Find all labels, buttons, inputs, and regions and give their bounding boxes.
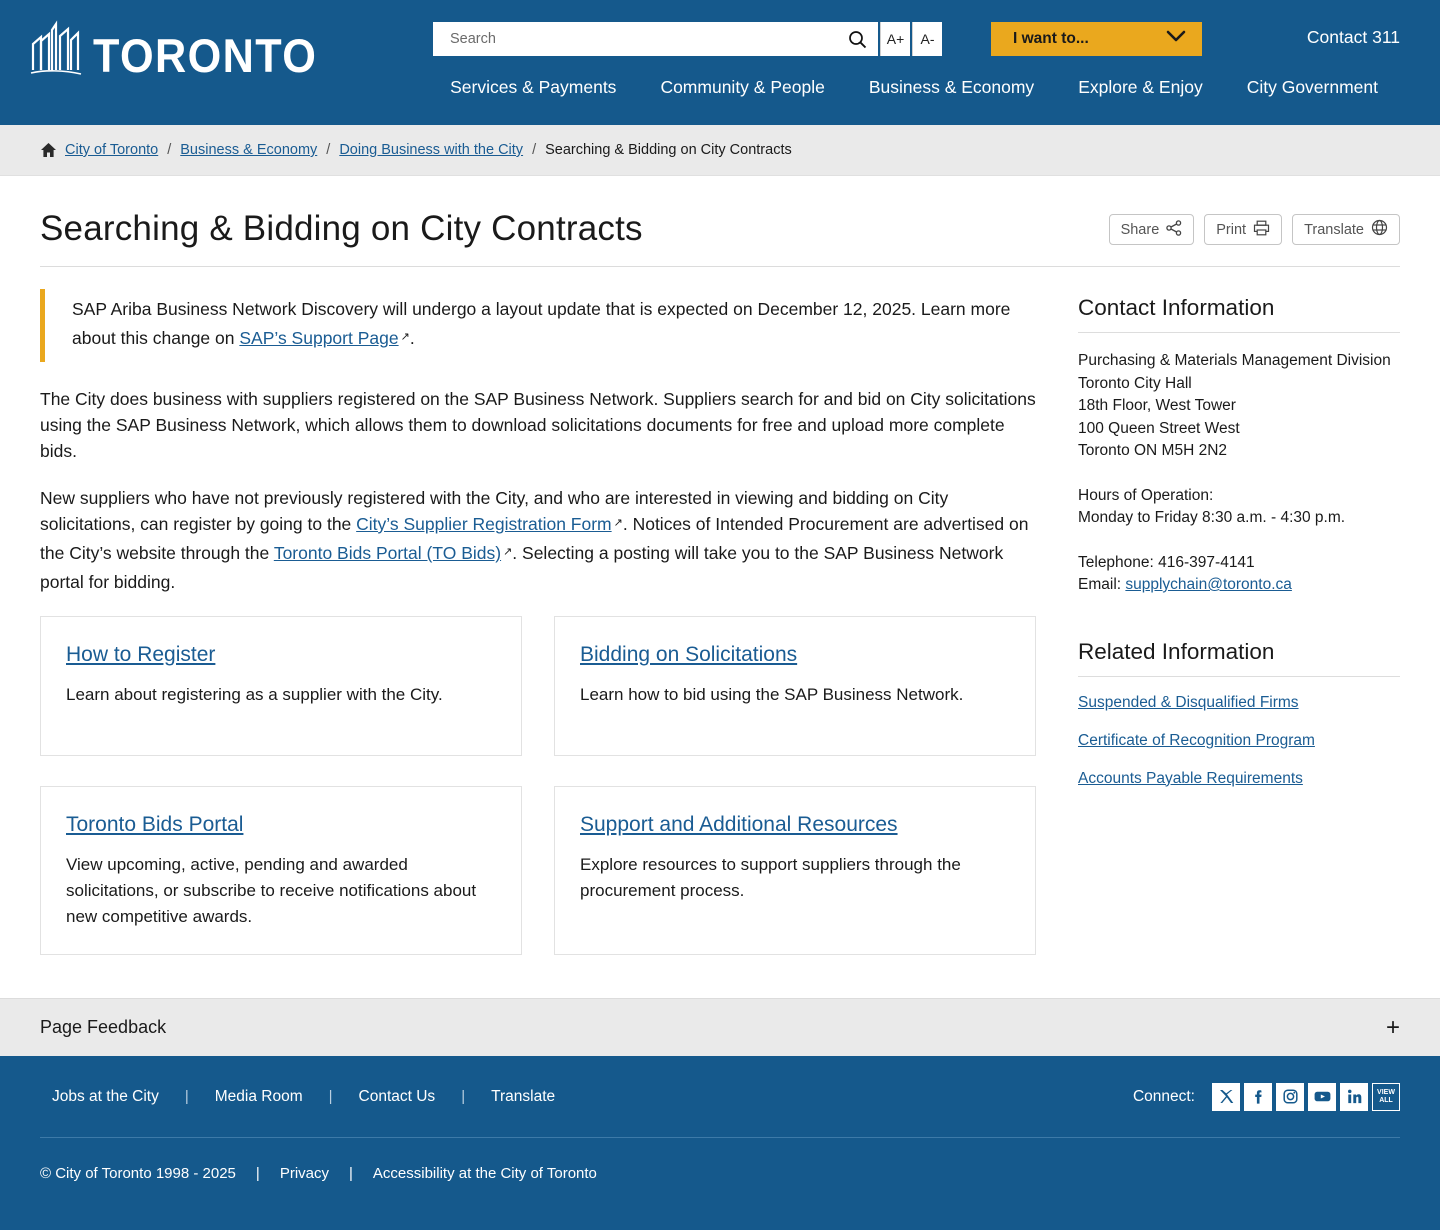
breadcrumb-item-doing-business[interactable]: Doing Business with the City bbox=[339, 142, 524, 158]
site-header bbox=[0, 0, 1440, 125]
para2-part3: . Selecting a posting will take you to the SAP Business Network portal for bidding. bbox=[40, 543, 1004, 592]
copyright-text: © City of Toronto 1998 - 2025 bbox=[40, 1164, 236, 1182]
content-grid bbox=[40, 267, 1400, 955]
telephone: Telephone: 416-397-4141 bbox=[1078, 553, 1255, 571]
translate-label: Translate bbox=[1304, 221, 1364, 238]
linkedin-icon[interactable] bbox=[1340, 1083, 1368, 1111]
notice-text-after: . bbox=[409, 328, 415, 348]
card-description: Explore resources to support suppliers through the procurement process. bbox=[580, 855, 961, 900]
card-title-link[interactable]: Toronto Bids Portal bbox=[66, 813, 244, 836]
page-title-row bbox=[40, 176, 1400, 249]
x-twitter-icon[interactable] bbox=[1212, 1083, 1240, 1111]
card-description: Learn how to bid using the SAP Business Network. bbox=[580, 685, 964, 704]
connect-label: Connect: bbox=[1132, 1087, 1195, 1105]
instagram-icon[interactable] bbox=[1276, 1083, 1304, 1111]
intro-paragraph-2 bbox=[40, 485, 1040, 595]
related-link-suspended-disqualified-firms[interactable]: Suspended & Disqualified Firms bbox=[1078, 693, 1299, 711]
external-link-icon: ↗︎ bbox=[613, 517, 623, 529]
card-how-to-register[interactable] bbox=[40, 616, 522, 756]
breadcrumb-separator: / bbox=[326, 142, 331, 158]
breadcrumb-separator: / bbox=[532, 142, 537, 158]
breadcrumb-separator: / bbox=[167, 142, 172, 158]
page-title: Searching & Bidding on City Contracts bbox=[40, 209, 643, 248]
breadcrumb bbox=[0, 125, 1440, 176]
page-feedback-accordion[interactable] bbox=[0, 998, 1440, 1056]
footer-separator: | bbox=[255, 1164, 260, 1182]
nav-item-business-economy[interactable]: Business & Economy bbox=[868, 77, 1035, 97]
nav-item-explore-enjoy[interactable]: Explore & Enjoy bbox=[1078, 77, 1203, 97]
notice-text-before: SAP Ariba Business Network Discovery will undergo a layout update that is expected on December 12, 2025. Learn more about this change on bbox=[72, 299, 1011, 348]
search-area bbox=[433, 22, 942, 56]
connect-area bbox=[1133, 1083, 1400, 1111]
card-title-link[interactable]: Bidding on Solicitations bbox=[580, 643, 798, 666]
card-title-link[interactable]: How to Register bbox=[66, 643, 216, 666]
share-label: Share bbox=[1120, 221, 1160, 238]
spacer bbox=[1078, 530, 1400, 552]
page-body bbox=[0, 176, 1440, 955]
toronto-skyline-logo-icon bbox=[30, 20, 83, 82]
home-icon bbox=[40, 142, 57, 158]
contact-telephone-email bbox=[1078, 552, 1400, 597]
footer-separator: | bbox=[349, 1164, 353, 1182]
related-link-accounts-payable[interactable]: Accounts Payable Requirements bbox=[1078, 769, 1303, 787]
view-all-social-link[interactable] bbox=[1372, 1083, 1400, 1111]
external-link-icon: ↗︎ bbox=[400, 331, 410, 343]
related-information-heading: Related Information bbox=[1078, 638, 1275, 664]
card-support-additional-resources[interactable] bbox=[554, 786, 1036, 955]
view-all-line2: ALL bbox=[1379, 1096, 1393, 1104]
toronto-bids-portal-link[interactable]: Toronto Bids Portal (TO Bids) bbox=[273, 543, 502, 563]
footer-link-jobs[interactable]: Jobs at the City bbox=[52, 1087, 159, 1105]
nav-item-community-people[interactable]: Community & People bbox=[660, 77, 825, 97]
notice-text bbox=[72, 295, 1040, 356]
related-links-list bbox=[1078, 694, 1400, 788]
contact-address bbox=[1078, 350, 1400, 463]
footer-link-media-room[interactable]: Media Room bbox=[214, 1087, 303, 1105]
toronto-logo[interactable] bbox=[30, 20, 337, 82]
chevron-down-icon bbox=[1166, 30, 1186, 48]
hours-label: Hours of Operation: bbox=[1078, 486, 1214, 504]
footer-bottom-row bbox=[40, 1138, 1400, 1208]
breadcrumb-item-city-of-toronto[interactable]: City of Toronto bbox=[65, 142, 159, 158]
footer-link-accessibility[interactable]: Accessibility at the City of Toronto bbox=[372, 1164, 597, 1182]
card-title-link[interactable]: Support and Additional Resources bbox=[580, 813, 898, 836]
address-line: Toronto City Hall bbox=[1078, 374, 1192, 392]
supplier-registration-form-link[interactable]: City’s Supplier Registration Form bbox=[356, 514, 612, 534]
footer-link-translate[interactable]: Translate bbox=[491, 1087, 556, 1105]
search-box[interactable] bbox=[433, 22, 878, 56]
nav-item-services-payments[interactable]: Services & Payments bbox=[450, 77, 617, 97]
footer-link-contact-us[interactable]: Contact Us bbox=[358, 1087, 436, 1105]
external-link-icon: ↗︎ bbox=[503, 546, 513, 558]
contact-311-link[interactable]: Contact 311 bbox=[1306, 27, 1400, 47]
nav-item-city-government[interactable]: City Government bbox=[1246, 77, 1378, 97]
email-label: Email: bbox=[1078, 576, 1126, 593]
footer-link-privacy[interactable]: Privacy bbox=[279, 1164, 329, 1182]
spacer bbox=[1078, 463, 1400, 485]
footer-links bbox=[40, 1088, 581, 1106]
spacer bbox=[1078, 597, 1400, 639]
address-line: Toronto ON M5H 2N2 bbox=[1078, 442, 1228, 459]
contact-information-heading: Contact Information bbox=[1078, 295, 1275, 320]
card-description: View upcoming, active, pending and awarded solicitations, or subscribe to receive notifications about new competitive awards. bbox=[66, 855, 477, 926]
search-icon[interactable] bbox=[843, 25, 871, 53]
sidebar-divider bbox=[1078, 332, 1400, 333]
breadcrumb-item-current: Searching & Bidding on City Contracts bbox=[545, 142, 792, 158]
address-line: 18th Floor, West Tower bbox=[1078, 397, 1236, 414]
address-line: Purchasing & Materials Management Division bbox=[1078, 352, 1391, 369]
translate-button[interactable] bbox=[1292, 214, 1400, 245]
page-feedback-label: Page Feedback bbox=[40, 1017, 167, 1037]
email-row bbox=[1078, 574, 1400, 597]
social-links bbox=[1212, 1083, 1400, 1111]
share-icon bbox=[1166, 220, 1182, 240]
toronto-logo-text: TORONTO bbox=[93, 29, 318, 82]
increase-text-size-button[interactable]: A+ bbox=[880, 22, 910, 56]
intro-paragraph-1: The City does business with suppliers registered on the SAP Business Network. Suppliers search for and bid on City solicitations using the SAP Business Network, which allows them to download solicitations documents for free and upload more complete bids. bbox=[40, 389, 1036, 461]
site-footer bbox=[0, 1056, 1440, 1230]
sidebar-divider bbox=[1078, 676, 1400, 677]
notice-alert bbox=[40, 289, 1040, 362]
facebook-icon[interactable] bbox=[1244, 1083, 1272, 1111]
card-toronto-bids-portal[interactable] bbox=[40, 786, 522, 955]
share-button[interactable] bbox=[1109, 214, 1195, 245]
youtube-icon[interactable] bbox=[1308, 1083, 1336, 1111]
footer-separator: | bbox=[328, 1088, 333, 1105]
contact-hours bbox=[1078, 485, 1400, 530]
card-grid bbox=[40, 616, 1040, 955]
main-navigation bbox=[0, 74, 1440, 100]
breadcrumb-item-business-economy[interactable]: Business & Economy bbox=[180, 142, 318, 158]
printer-icon bbox=[1253, 220, 1270, 240]
view-all-line1: VIEW bbox=[1377, 1088, 1395, 1096]
print-label: Print bbox=[1216, 221, 1247, 238]
plus-icon[interactable]: + bbox=[1385, 1013, 1400, 1041]
main-column bbox=[40, 289, 1040, 955]
card-description: Learn about registering as a supplier with the City. bbox=[66, 685, 443, 704]
sap-support-page-link[interactable]: SAP’s Support Page bbox=[239, 328, 399, 348]
i-want-to-button[interactable] bbox=[991, 22, 1202, 56]
card-bidding-on-solicitations[interactable] bbox=[554, 616, 1036, 756]
footer-top-row bbox=[40, 1056, 1400, 1137]
globe-icon bbox=[1371, 219, 1388, 240]
sidebar bbox=[1078, 289, 1400, 955]
related-link-certificate-of-recognition[interactable]: Certificate of Recognition Program bbox=[1078, 731, 1315, 749]
search-input[interactable] bbox=[448, 30, 843, 48]
footer-separator: | bbox=[461, 1088, 466, 1105]
decrease-text-size-button[interactable]: A- bbox=[912, 22, 942, 56]
hours-value: Monday to Friday 8:30 a.m. - 4:30 p.m. bbox=[1078, 509, 1346, 526]
para2-part2: . Notices of Intended Procurement are advertised on the City’s website through the bbox=[40, 514, 1029, 563]
i-want-to-label: I want to... bbox=[1013, 30, 1089, 47]
page-tools bbox=[1109, 214, 1400, 245]
para2-part1: New suppliers who have not previously registered with the City, and who are interested in viewing and bidding on City solicitations, can register by going to the bbox=[40, 488, 949, 534]
footer-separator: | bbox=[184, 1088, 189, 1105]
address-line: 100 Queen Street West bbox=[1078, 419, 1240, 437]
email-link[interactable]: supplychain@toronto.ca bbox=[1125, 576, 1292, 593]
print-button[interactable] bbox=[1204, 214, 1282, 245]
